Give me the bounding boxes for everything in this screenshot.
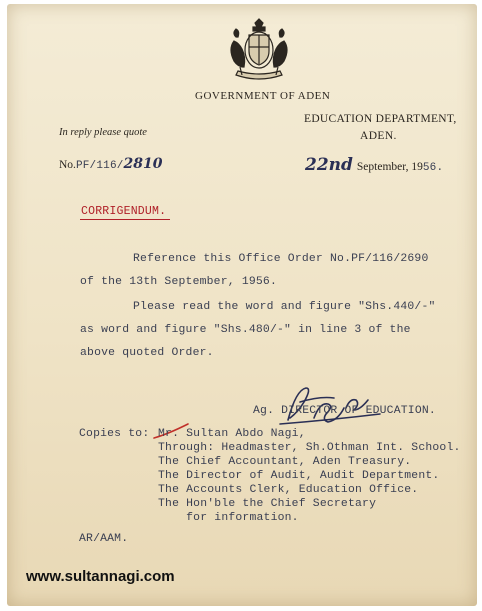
body-line: as word and figure "Shs.480/-" in line 3 of the [80,324,411,336]
copy-recipient: The Accounts Clerk, Education Office. [158,484,419,496]
reference-no-typed: PF/116/ [75,160,124,172]
copy-recipient: The Chief Accountant, Aden Treasury. [158,456,412,468]
signatory-designation: Ag. DIRECTOR OF EDUCATION. [253,405,436,417]
body-line: Reference this Office Order No.PF/116/2690 [133,253,429,265]
letter-date [305,155,443,175]
copy-recipient: The Director of Audit, Audit Department. [158,470,440,482]
website-watermark: www.sultannagi.com [26,568,175,585]
government-heading: GOVERNMENT OF ADEN [195,90,331,102]
corrigendum-title: CORRIGENDUM. [81,205,167,218]
reference-no-label: No. [59,159,76,171]
reply-note: In reply please quote [59,127,147,138]
royal-coat-of-arms-icon [222,17,296,85]
date-month-printed: September, 19 [356,161,423,173]
copy-recipient: Mr. Sultan Abdo Nagi, [158,428,306,440]
reference-no-handwritten: 2810 [123,156,163,172]
department-place: ADEN. [360,130,397,142]
copy-recipient: The Hon'ble the Chief Secretary [158,498,377,510]
date-day-handwritten: 22nd [305,155,353,175]
body-line: of the 13th September, 1956. [80,276,277,288]
copy-recipient: Through: Headmaster, Sh.Othman Int. School. [158,442,461,454]
copies-label: Copies to: [79,428,150,440]
corrigendum-underline [80,219,170,220]
date-year-typed: 56. [422,162,444,174]
reference-number [59,156,163,172]
copy-recipient: for information. [158,512,299,524]
typist-initials: AR/AAM. [79,533,129,545]
body-line: above quoted Order. [80,347,214,359]
handwritten-signature [270,380,390,426]
department-name: EDUCATION DEPARTMENT, [304,113,457,125]
body-line: Please read the word and figure "Shs.440/-" [133,301,436,313]
